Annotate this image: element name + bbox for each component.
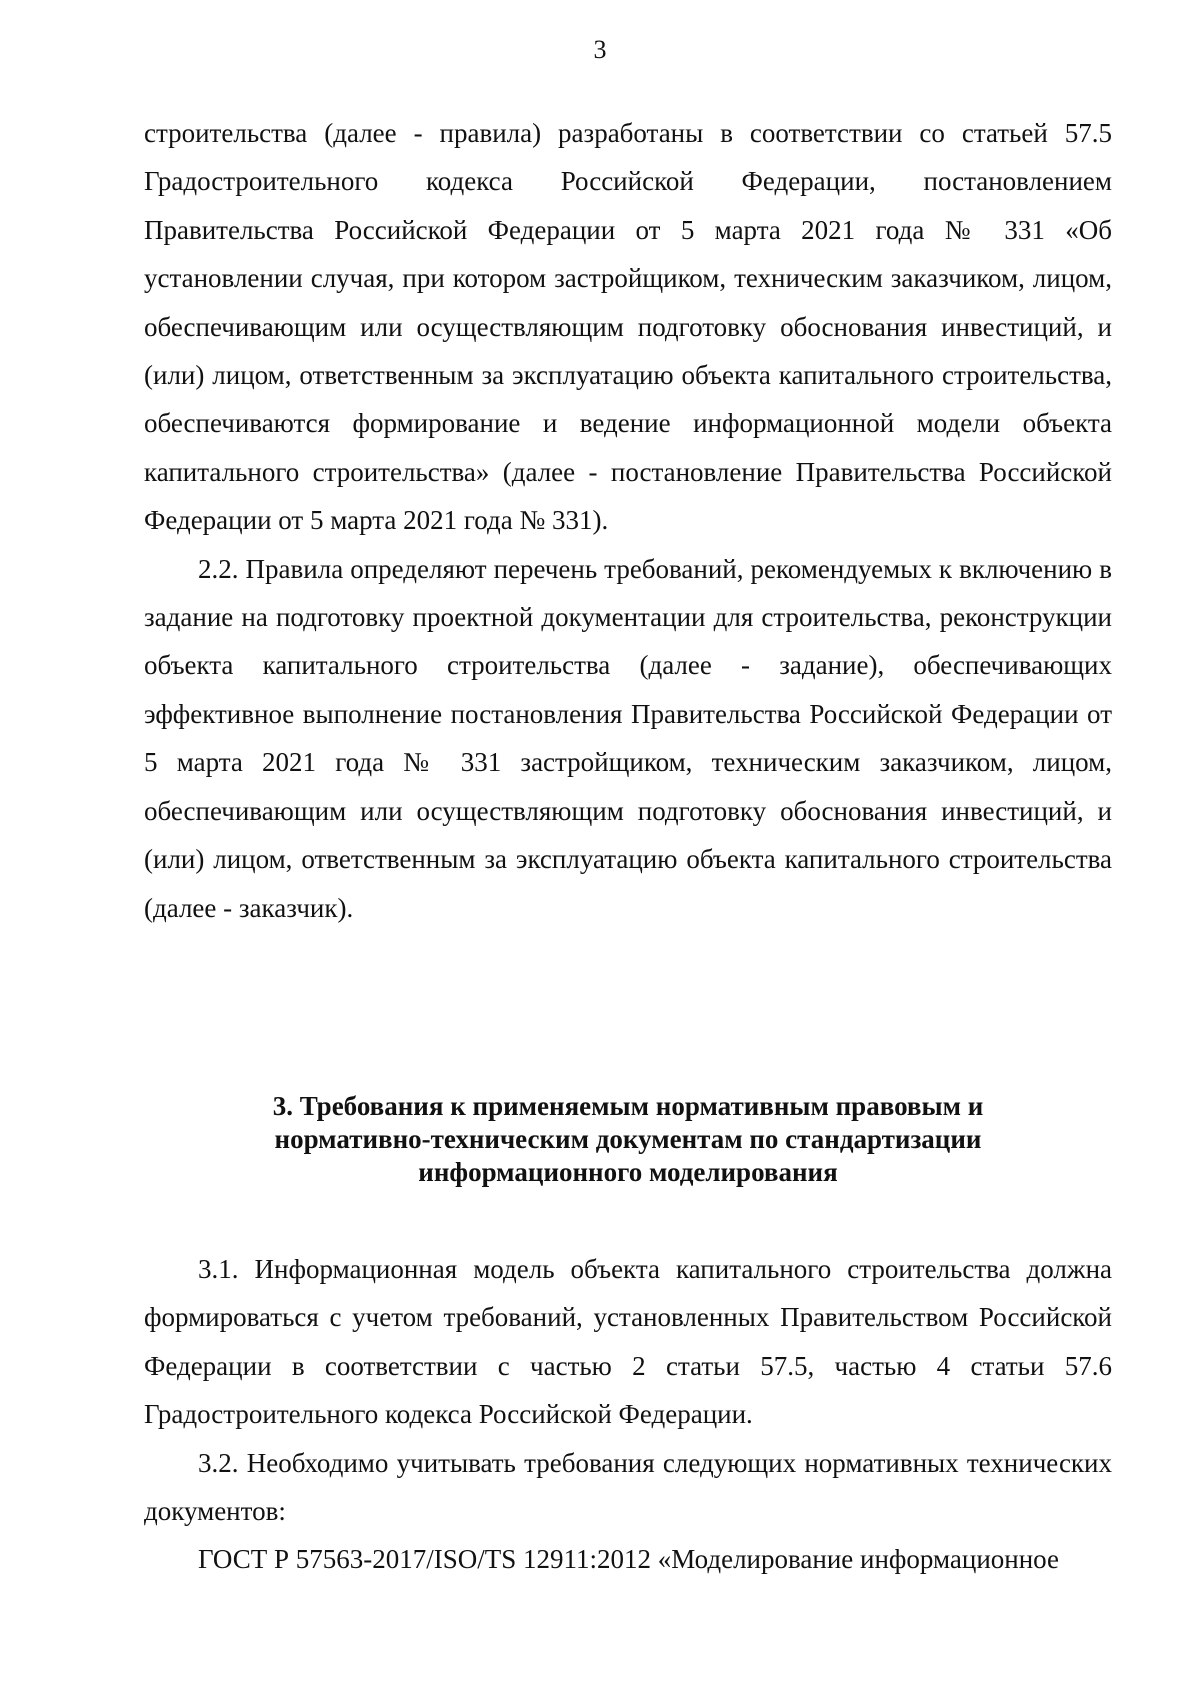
section-3-heading [144, 1090, 1112, 1189]
paragraph-3-2: 3.2. Необходимо учитывать требования следующих нормативных технических документов: [144, 1447, 1112, 1527]
paragraph-gost-reference: ГОСТ Р 57563-2017/ISO/TS 12911:2012 «Моделирование информационное [198, 1544, 1059, 1575]
paragraph-2-2: 2.2. Правила определяют перечень требований, рекомендуемых к включению в задание на подготовку проектной документации для строительства, реконструкции объекта капитального строительства (далее - задание), обеспечивающих эффективное выполнение постановления Правительства Российской Федерации от 5 марта 2021 года № 331 застройщиком, техническим заказчиком, лицом, обеспечивающим или осуществляющим подготовку обоснования инвестиций, и (или) лицом, ответственным за эксплуатацию объекта капитального строительства (далее - заказчик). [144, 553, 1112, 923]
section-3-heading-line: нормативно-техническим документам по стандартизации [274, 1124, 982, 1154]
section-3-text [144, 1245, 1112, 1584]
section-3-heading-line: информационного моделирования [418, 1157, 838, 1187]
section-2-text [144, 109, 1112, 932]
section-3-heading-line: 3. Требования к применяемым нормативным правовым и [272, 1091, 984, 1121]
paragraph-rules-basis: строительства (далее - правила) разработаны в соответствии со статьей 57.5 Градостроительного кодекса Российской Федерации, постановлением Правительства Российской Федерации от 5 марта 2021 года № 331 «Об установлении случая, при котором застройщиком, техническим заказчиком, лицом, обеспечивающим или осуществляющим подготовку обоснования инвестиций, и (или) лицом, ответственным за эксплуатацию объекта капитального строительства, обеспечиваются формирование и ведение информационной модели объекта капитального строительства» (далее - постановление Правительства Российской Федерации от 5 марта 2021 года № 331). [144, 118, 1112, 536]
page-number: 3 [593, 35, 607, 64]
paragraph-3-1: 3.1. Информационная модель объекта капитального строительства должна формироваться с учетом требований, установленных Правительством Российской Федерации в соответствии с частью 2 статьи 57.5, частью 4 статьи 57.6 Градостроительного кодекса Российской Федерации. [144, 1254, 1112, 1430]
